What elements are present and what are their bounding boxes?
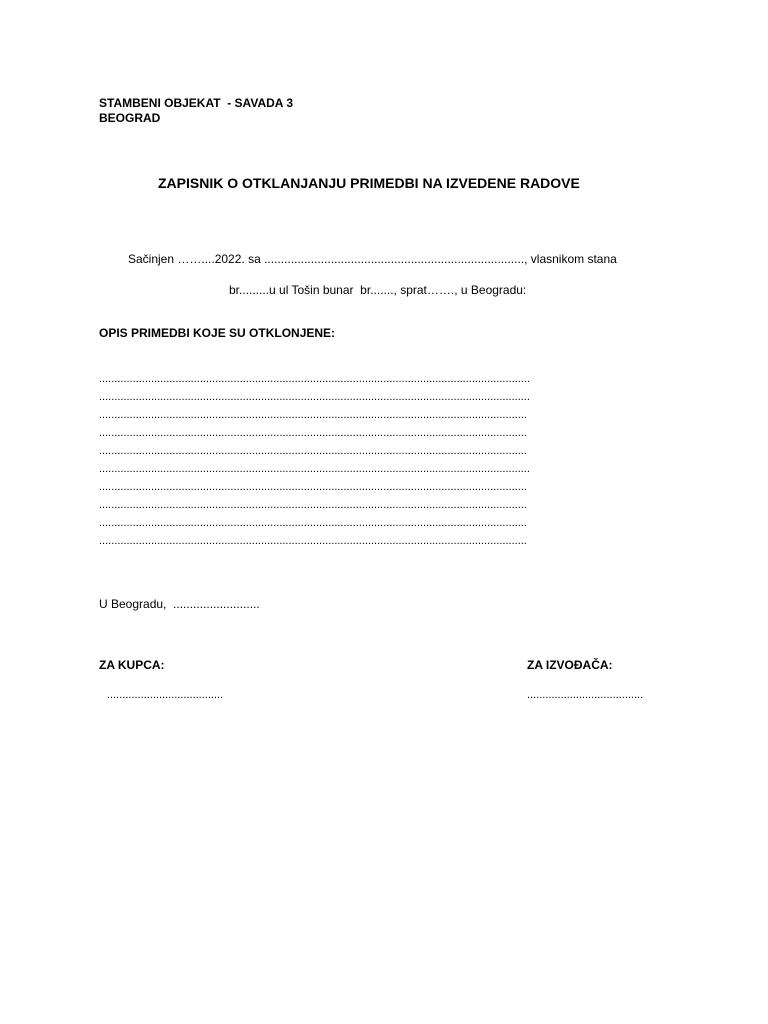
section-heading: OPIS PRIMEDBI KOJE SU OTKLONJENE: (99, 326, 336, 340)
intro-line-1: Sačinjen ……....2022. sa .............................................................................., vlasnikom stana (128, 252, 617, 266)
dotted-line: ............................................................................................................................................. (99, 463, 530, 475)
dotted-line: ............................................................................................................................................. (99, 373, 530, 385)
dotted-line: ............................................................................................................................................ (99, 409, 527, 421)
dotted-line: ............................................................................................................................................ (99, 535, 527, 547)
dotted-line: ............................................................................................................................................ (99, 481, 527, 493)
dotted-line: ............................................................................................................................................ (99, 499, 527, 511)
dotted-line: ............................................................................................................................................. (99, 391, 530, 403)
intro-line-2: br.........u ul Tošin bunar br......., sprat……., u Beogradu: (229, 283, 527, 297)
header-city: BEOGRAD (99, 111, 161, 125)
header-building: STAMBENI OBJEKAT - SAVADA 3 (99, 96, 294, 110)
dotted-line: ............................................................................................................................................ (99, 427, 527, 439)
contractor-label: ZA IZVOĐAČA: (527, 658, 613, 672)
dotted-line: ............................................................................................................................................ (99, 517, 527, 529)
document-title: ZAPISNIK O OTKLANJANJU PRIMEDBI NA IZVEDENE RADOVE (158, 175, 580, 191)
contractor-signature-line: ...................................... (527, 689, 644, 701)
dotted-line: ............................................................................................................................................ (99, 445, 527, 457)
place-date-line: U Beogradu, .......................... (99, 597, 260, 611)
buyer-signature-line: ...................................... (107, 689, 224, 701)
buyer-label: ZA KUPCA: (99, 658, 165, 672)
